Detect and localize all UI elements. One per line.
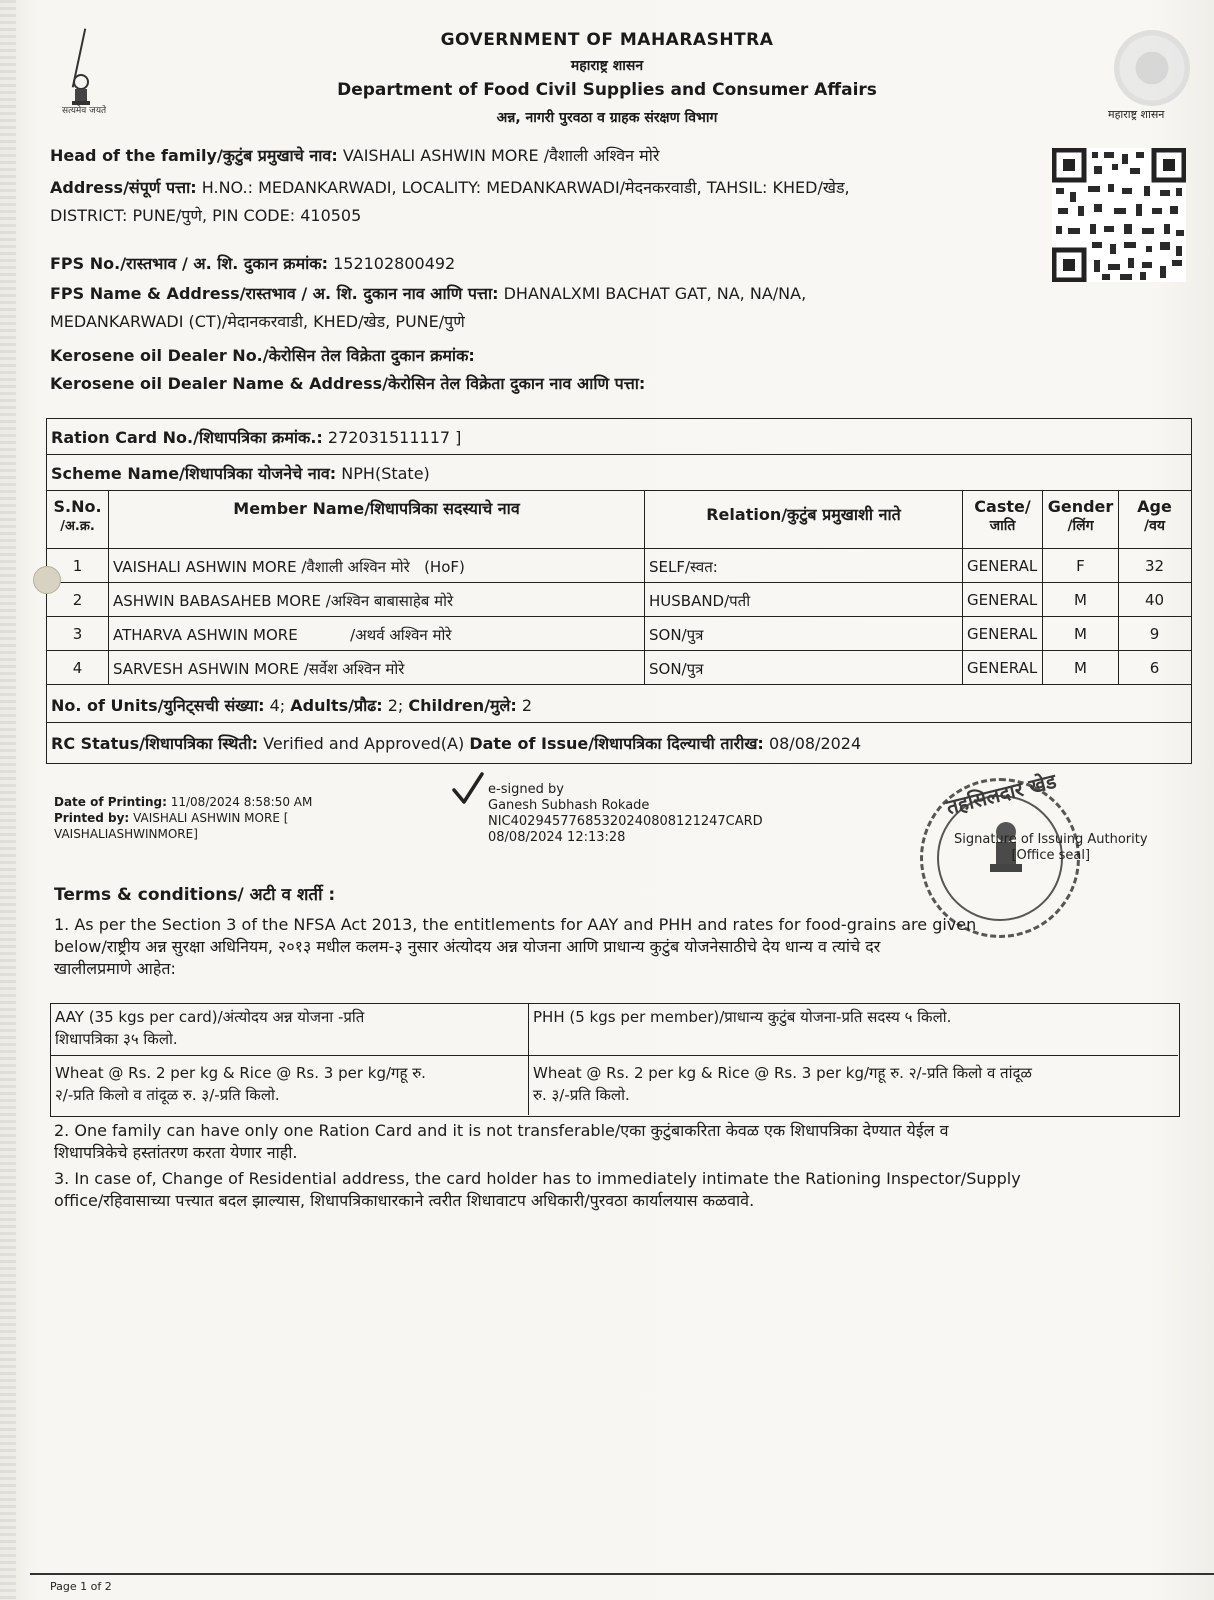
fps-no-value: 152102800492	[333, 254, 456, 273]
fps-name-line	[50, 282, 806, 304]
term-3-line-2: office/रहिवासाच्या पत्त्यात बदल झाल्यास, शिधापत्रिकाधारकाने त्वरीत शिधावाटप अधिकारी/पुरवठा कार्यालयास कळवावे.	[54, 1191, 755, 1210]
rc-no-value: 272031511117 ]	[327, 428, 462, 447]
fps-no-label: FPS No./रास्तभाव / अ. शि. दुकान क्रमांक:	[50, 254, 328, 273]
esign-block	[488, 782, 763, 846]
member-gender-cell: F	[1043, 549, 1119, 582]
address-label: Address/संपूर्ण पत्ता:	[50, 178, 197, 197]
qr-code-icon	[1052, 148, 1186, 282]
term-1	[54, 914, 1164, 980]
member-name-cell: SARVESH ASHWIN MORE /सर्वेश अश्विन मोरे	[109, 651, 645, 684]
col-relation: Relation/कुटुंब प्रमुखाशी नाते	[645, 491, 963, 548]
fps-name-label: FPS Name & Address/रास्तभाव / अ. शि. दुकान नाव आणि पत्ता:	[50, 284, 499, 303]
issue-label: Date of Issue/शिधापत्रिका दिल्याची तारीख:	[469, 734, 764, 753]
kerosene-name-line	[50, 372, 645, 394]
member-relation-cell: HUSBAND/पती	[645, 583, 963, 616]
member-relation-cell: SON/पुत्र	[645, 617, 963, 650]
print-date-value: 11/08/2024 8:58:50 AM	[170, 795, 313, 809]
term-2	[54, 1120, 1164, 1164]
footer-rule	[30, 1573, 1214, 1575]
print-date-label: Date of Printing:	[54, 795, 167, 809]
printed-by-value-2: VAISHALIASHWINMORE]	[54, 827, 198, 841]
esign-timestamp: 08/08/2024 12:13:28	[488, 830, 626, 845]
col-caste: Caste/ जाति	[963, 491, 1043, 548]
member-row	[47, 549, 1191, 583]
units-value: 4;	[269, 696, 286, 715]
member-name-cell: ASHWIN BABASAHEB MORE /अश्विन बाबासाहेब मोरे	[109, 583, 645, 616]
units-label: No. of Units/युनिट्सची संख्या:	[51, 696, 265, 715]
scheme-row	[47, 455, 1191, 491]
checkmark-icon	[452, 772, 484, 806]
department-title: Department of Food Civil Supplies and Consumer Affairs	[337, 80, 877, 100]
esign-id: NIC40294577685320240808121247CARD	[488, 814, 763, 829]
maharashtra-seal-caption: महाराष्ट्र शासन	[1108, 108, 1165, 121]
aay-rate-cell: Wheat @ Rs. 2 per kg & Rice @ Rs. 3 per kg/गहू रु. २/-प्रति किलो व तांदूळ रु. ३/-प्रति किलो.	[51, 1056, 529, 1115]
signature-label: Signature of Issuing Authority	[954, 832, 1148, 847]
member-name-cell: ATHARVA ASHWIN MORE /अथर्व अश्विन मोरे	[109, 617, 645, 650]
kerosene-name-label: Kerosene oil Dealer Name & Address/केरोसिन तेल विक्रेता दुकान नाव आणि पत्ता:	[50, 374, 646, 393]
member-caste-cell: GENERAL	[963, 651, 1043, 684]
aay-header-cell: AAY (35 kgs per card)/अंत्योदय अन्न योजना -प्रति शिधापत्रिका ३५ किलो.	[51, 1004, 529, 1056]
hof-line	[50, 144, 659, 166]
children-value: 2	[521, 696, 533, 715]
kerosene-no-label: Kerosene oil Dealer No./केरोसिन तेल विक्रेता दुकान क्रमांक:	[50, 346, 475, 365]
esign-signer: Ganesh Subhash Rokade	[488, 798, 650, 813]
phh-rate-cell: Wheat @ Rs. 2 per kg & Rice @ Rs. 3 per kg/गहू रु. २/-प्रति किलो व तांदूळ रु. ३/-प्रति किलो.	[533, 1064, 1032, 1104]
hof-label: Head of the family/कुटुंब प्रमुखाचे नाव:	[50, 146, 338, 165]
printed-by-value: VAISHALI ASHWIN MORE [	[133, 811, 289, 825]
member-row	[47, 583, 1191, 617]
member-relation-cell: SON/पुत्र	[645, 651, 963, 684]
col-gender: Gender /लिंग	[1043, 491, 1119, 548]
member-sno-cell: 4	[47, 651, 109, 684]
member-age-cell: 6	[1149, 659, 1160, 677]
address-value: H.NO.: MEDANKARWADI, LOCALITY: MEDANKARWADI/मेदनकरवाडी, TAHSIL: KHED/खेड,	[201, 178, 850, 197]
emblem-caption: सत्यमेव जयते	[62, 106, 107, 116]
esign-label: e-signed by	[488, 782, 564, 797]
term-3	[54, 1168, 1164, 1212]
term-1-english: 1. As per the Section 3 of the NFSA Act 2013, the entitlements for AAY and PHH and rates for food-grains are given	[54, 915, 977, 934]
term-1-marathi-2: खालीलप्रमाणे आहेत:	[54, 959, 176, 978]
fps-no-line	[50, 252, 455, 274]
term-2-line-1: 2. One family can have only one Ration Card and it is not transferable/एका कुटुंबाकरिता केवळ एक शिधापत्रिका देण्यात येईल व	[54, 1121, 949, 1140]
member-name-cell: VAISHALI ASHWIN MORE /वैशाली अश्विन मोरे (HoF)	[109, 549, 645, 582]
address-line-2: DISTRICT: PUNE/पुणे, PIN CODE: 410505	[50, 206, 362, 225]
hof-value: VAISHALI ASHWIN MORE /वैशाली अश्विन मोरे	[342, 146, 660, 165]
member-row	[47, 617, 1191, 651]
table-header-row	[47, 491, 1191, 549]
scheme-value: NPH(State)	[341, 464, 430, 483]
col-member-name: Member Name/शिधापत्रिका सदस्याचे नाव	[109, 491, 645, 548]
term-3-line-1: 3. In case of, Change of Residential address, the card holder has to immediately intimate the Rationing Inspector/Supply	[54, 1169, 1021, 1188]
phh-header-cell: PHH (5 kgs per member)/प्राधान्य कुटुंब योजना-प्रति सदस्य ५ किलो.	[529, 1004, 1178, 1056]
address-line	[50, 176, 850, 198]
rc-no-row	[47, 419, 1191, 455]
member-relation-cell: SELF/स्वत:	[645, 549, 963, 582]
adults-value: 2;	[387, 696, 404, 715]
status-label: RC Status/शिधापत्रिका स्थिती:	[51, 734, 259, 753]
term-2-line-2: शिधापत्रिकेचे हस्तांतरण करता येणार नाही.	[54, 1143, 298, 1162]
department-title-marathi: अन्न, नागरी पुरवठा व ग्राहक संरक्षण विभाग	[496, 110, 718, 126]
rc-no-label: Ration Card No./शिधापत्रिका क्रमांक.:	[51, 428, 323, 447]
kerosene-no-line	[50, 344, 475, 366]
member-caste-cell: GENERAL	[963, 549, 1043, 582]
entitlements-table	[50, 1003, 1180, 1117]
children-label: Children/मुले:	[408, 696, 517, 715]
member-row	[47, 651, 1191, 685]
punch-hole	[33, 566, 61, 594]
fps-name-line-2: MEDANKARWADI (CT)/मेदानकरवाडी, KHED/खेड, PUNE/पुणे	[50, 312, 465, 331]
adults-label: Adults/प्रौढ:	[290, 696, 383, 715]
member-gender-cell: M	[1043, 617, 1119, 650]
status-value: Verified and Approved(A)	[263, 734, 465, 753]
member-age-cell: 9	[1149, 625, 1160, 643]
signature-authority-text	[954, 832, 1148, 864]
member-age-cell: 32	[1144, 557, 1165, 575]
status-row	[47, 723, 1191, 762]
scheme-label: Scheme Name/शिधापत्रिका योजनेचे नाव:	[51, 464, 337, 483]
page-number: Page 1 of 2	[50, 1580, 112, 1593]
member-sno-cell: 3	[47, 617, 109, 650]
term-1-marathi: below/राष्ट्रीय अन्न सुरक्षा अधिनियम, २०१३ मधील कलम-३ नुसार अंत्योदय अन्न योजना आणि प्राधान्य कुटुंब योजनेसाठीचे देय धान्य व त्यांचे दर	[54, 937, 881, 956]
govt-title: GOVERNMENT OF MAHARASHTRA	[440, 30, 774, 50]
ration-card-table	[46, 418, 1192, 764]
page-edge	[0, 0, 16, 1600]
govt-title-marathi: महाराष्ट्र शासन	[570, 58, 644, 74]
member-sno-cell: 2	[47, 583, 109, 616]
fps-name-value: DHANALXMI BACHAT GAT, NA, NA/NA,	[503, 284, 807, 303]
member-gender-cell: M	[1043, 651, 1119, 684]
office-seal-label: [Office seal]	[1011, 848, 1091, 863]
col-sno: S.No. /अ.क्र.	[47, 491, 109, 548]
seal-top-text: तहसिलदार खेड	[943, 768, 1059, 820]
member-age-cell: 40	[1144, 591, 1165, 609]
member-caste-cell: GENERAL	[963, 583, 1043, 616]
col-age: Age /वय	[1137, 497, 1172, 534]
printed-by-label: Printed by:	[54, 811, 130, 825]
issue-value: 08/08/2024	[768, 734, 862, 753]
member-sno-cell: 1	[47, 549, 109, 582]
print-info	[54, 794, 312, 842]
member-gender-cell: M	[1043, 583, 1119, 616]
member-caste-cell: GENERAL	[963, 617, 1043, 650]
units-row	[47, 685, 1191, 723]
terms-title: Terms & conditions/ अटी व शर्ती :	[54, 885, 336, 905]
